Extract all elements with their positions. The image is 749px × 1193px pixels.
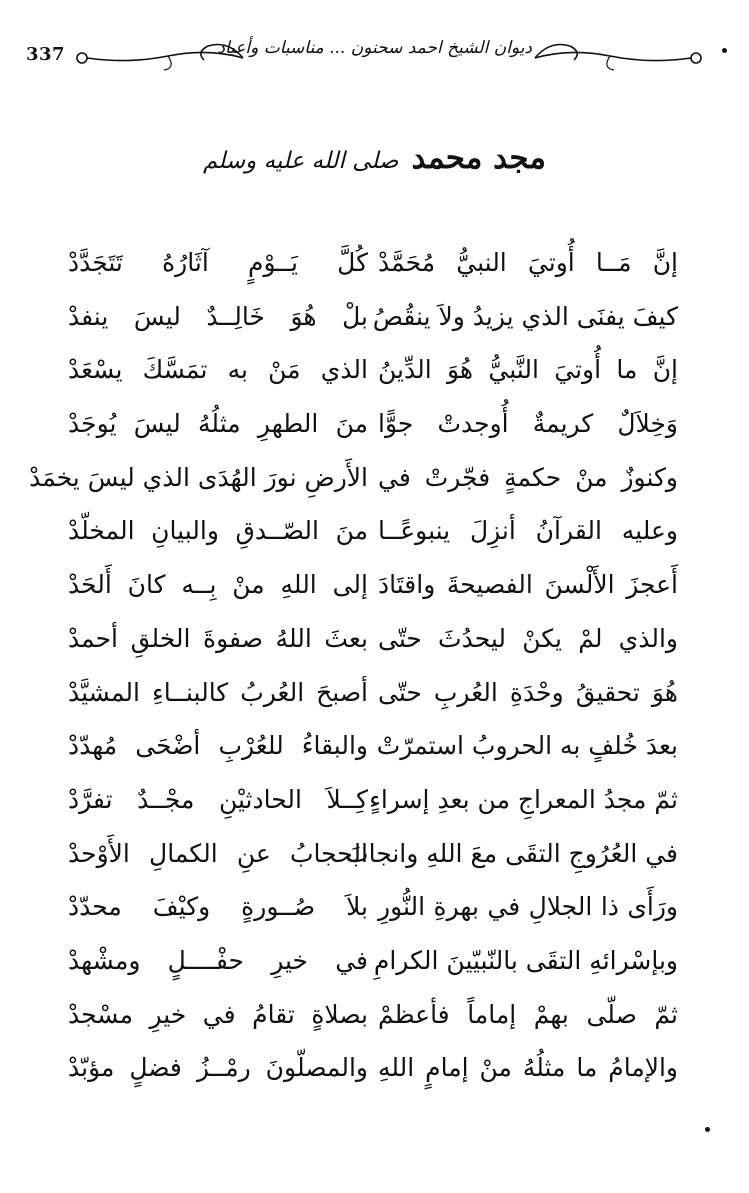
title-blessing: صلى الله عليه وسلم [202,148,399,174]
running-head: ديوان الشيخ احمد سحنون ... مناسبات وأعياد [217,38,532,58]
verse-second-hemistich: كِــلاَ الحادثيْنِ مجْــدٌ تفرَّدْ [68,784,368,814]
verse-first-hemistich: إنَّ مَــا أُوتيَ النبيُّ مُحَمَّدْ [378,248,678,277]
verse-second-hemistich: في خيرِ حفْــــلٍ ومشْهدْ [68,945,368,975]
page-number: 337 [26,44,66,65]
verse [0,1041,749,1095]
header-dot [722,48,727,53]
verse-first-hemistich: أَعجزَ الأَلْسنَ الفصيحةَ واقتَادَ [378,570,678,600]
verse-second-hemistich: إلى اللهِ منْ بِــه كانَ أَلحَدْ [68,570,368,600]
verse-second-hemistich: كُلَّ يَــوْمٍ آثَارُهُ تَتَجَدَّدْ [68,248,368,277]
poem-body [0,236,749,1095]
verse-first-hemistich: وعليه القرآنُ أنزِلَ ينبوعًــا [378,516,678,546]
verse-first-hemistich: هُوَ تحقيقُ وحْدَةِ العُربِ حتّى [378,677,678,707]
verse [0,236,749,290]
verse-first-hemistich: ورَأَى ذا الجلالِ في بهرةِ النُّورِ [378,892,678,922]
poem-title [0,140,749,176]
right-ornament-flourish [525,34,710,74]
footer-dot [705,1127,710,1132]
page-header [20,28,732,74]
verse-first-hemistich: بعدَ خُلفٍ به الحروبُ استمرّتْ [376,731,678,761]
verse [0,934,749,988]
verse-second-hemistich: الحجابُ عنِ الكمالِ الأَوْحدْ [68,838,368,868]
verse-second-hemistich: بعثَ اللهُ صفوةَ الخلقِ أحمدْ [68,623,368,653]
verse-second-hemistich: بصلاةٍ تقامُ في خيرِ مسْجدْ [68,999,368,1029]
verse-first-hemistich: وَخِلاَلٌ كريمةٌ أُوجدتْ جوًّا [378,409,678,439]
verse-second-hemistich: منَ الطهرِ مثلُهُ ليسَ يُوجَدْ [68,409,368,439]
verse [0,397,749,451]
verse-first-hemistich: وكنوزٌ منْ حكمةٍ فجّرتْ في [378,462,678,492]
verse [0,451,749,505]
verse-second-hemistich: الأَرضِ نورَ الهُدَى الذي ليسَ يخمَدْ [29,462,368,492]
verse [0,880,749,934]
verse-first-hemistich: ثمّ مجدُ المعراجِ من بعدِ إسراءٍ [369,784,678,814]
verse-first-hemistich: والإمامُ ما مثلُهُ منْ إمامٍ اللهِ [378,1053,678,1083]
verse-second-hemistich: والمصلّونَ رمْــزُ فضلٍ مؤبّدْ [68,1053,368,1083]
verse [0,827,749,881]
verse-first-hemistich: في العُرُوجِ التقَى معَ اللهِ وانجابَ [345,838,678,868]
verse-second-hemistich: أصبحَ العُربُ كالبنــاءِ المشيَّدْ [68,677,368,707]
verse-second-hemistich: بلْ هُوَ خَالِــدٌ ليسَ ينفدْ [68,301,368,331]
verse [0,612,749,666]
verse [0,558,749,612]
verse-first-hemistich: والذي لمْ يكنْ ليحدُثَ حتّى [378,623,678,653]
verse-second-hemistich: الذي مَنْ به تمَسَّكَ يسْعَدْ [68,355,368,385]
verse [0,719,749,773]
verse [0,504,749,558]
verse [0,343,749,397]
verse [0,666,749,720]
title-main: مجد محمد [411,140,547,176]
verse-second-hemistich: منَ الصّــدقِ والبيانِ المخلّدْ [68,516,368,546]
verse-first-hemistich: وبإسْرائهِ التقَى بالنّبيّينَ الكرامِ [373,945,678,975]
verse-first-hemistich: ثمّ صلّى بهمْ إماماً فأعظمْ [378,999,678,1029]
verse [0,773,749,827]
verse-first-hemistich: كيفَ يفنَى الذي يزيدُ ولاَ ينقُصُ [372,301,678,331]
verse-first-hemistich: إنَّ ما أُوتيَ النَّبيُّ هُوَ الدِّينُ [378,355,678,385]
verse [0,290,749,344]
verse-second-hemistich: بلاَ صُــورةٍ وكيْفَ محدّدْ [68,892,368,922]
verse-second-hemistich: والبقاءُ للعُرْبِ أضْحَى مُهدّدْ [68,731,368,761]
verse [0,988,749,1042]
